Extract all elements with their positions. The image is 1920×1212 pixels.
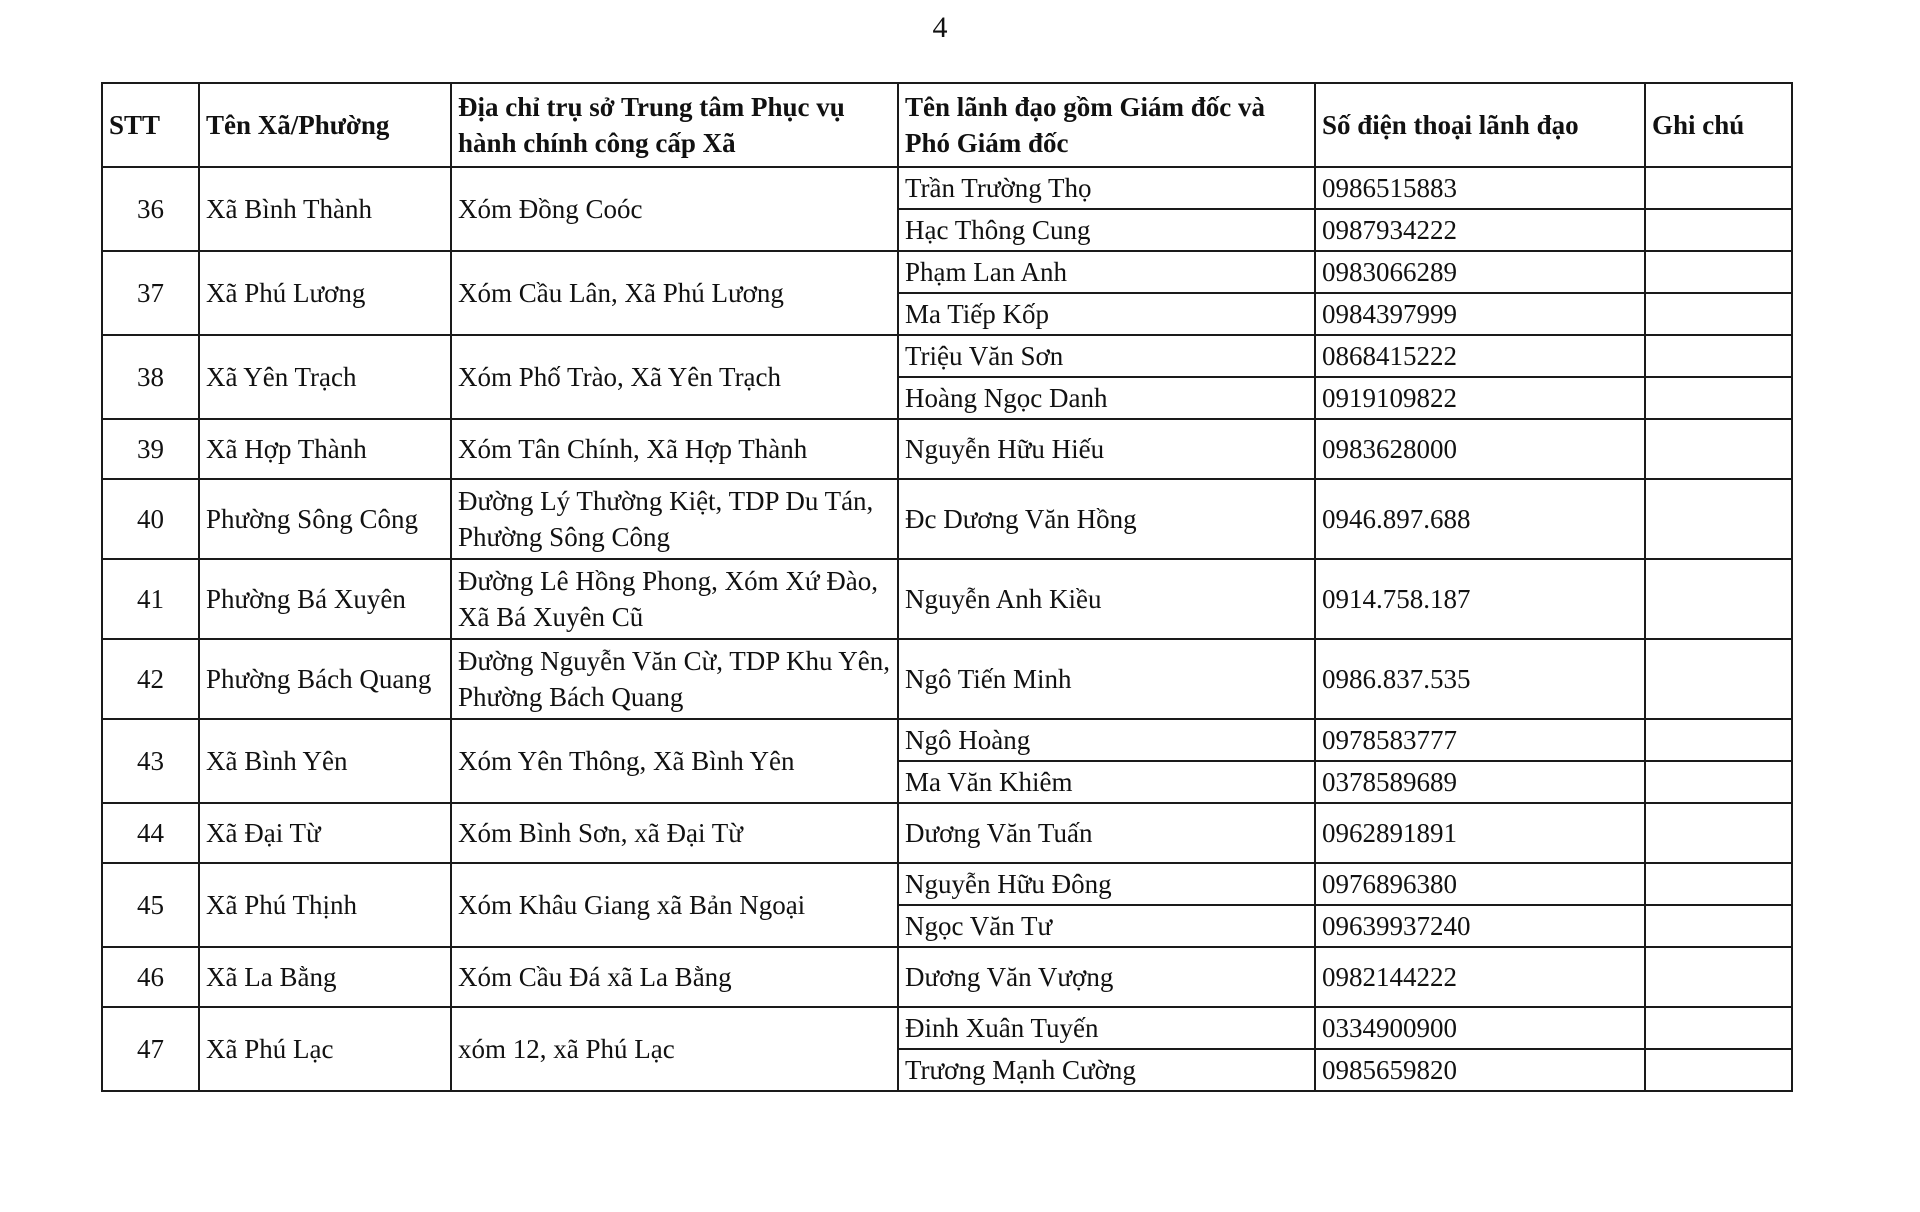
address-cell: Xóm Cầu Lân, Xã Phú Lương [451, 251, 898, 335]
leader-name-cell: Trương Mạnh Cường [898, 1049, 1315, 1091]
commune-cell: Phường Sông Công [199, 479, 451, 559]
commune-cell: Xã Phú Thịnh [199, 863, 451, 947]
page-number: 4 [932, 11, 948, 44]
leader-phone-cell: 0986515883 [1315, 167, 1645, 209]
header-note: Ghi chú [1645, 83, 1792, 167]
leader-phone-cell: 0984397999 [1315, 293, 1645, 335]
table-row [102, 335, 1792, 377]
stt-cell: 39 [102, 419, 199, 479]
commune-cell: Xã Hợp Thành [199, 419, 451, 479]
address-cell: Đường Nguyễn Văn Cừ, TDP Khu Yên, Phường Bách Quang [451, 639, 898, 719]
note-cell [1645, 947, 1792, 1007]
leader-phone-cell: 0982144222 [1315, 947, 1645, 1007]
address-cell: Xóm Cầu Đá xã La Bằng [451, 947, 898, 1007]
leader-name-cell: Nguyễn Anh Kiều [898, 559, 1315, 639]
note-cell [1645, 251, 1792, 293]
header-phone: Số điện thoại lãnh đạo [1315, 83, 1645, 167]
address-cell: Xóm Yên Thông, Xã Bình Yên [451, 719, 898, 803]
leader-phone-cell: 0978583777 [1315, 719, 1645, 761]
leader-phone-cell: 0378589689 [1315, 761, 1645, 803]
header-leaders: Tên lãnh đạo gồm Giám đốc và Phó Giám đốc [898, 83, 1315, 167]
stt-cell: 36 [102, 167, 199, 251]
commune-cell: Xã Phú Lương [199, 251, 451, 335]
leader-name-cell: Ma Văn Khiêm [898, 761, 1315, 803]
address-cell: Xóm Bình Sơn, xã Đại Từ [451, 803, 898, 863]
stt-cell: 47 [102, 1007, 199, 1091]
note-cell [1645, 863, 1792, 905]
address-cell: Xóm Đồng Coóc [451, 167, 898, 251]
table-row [102, 479, 1792, 559]
leader-name-cell: Triệu Văn Sơn [898, 335, 1315, 377]
commune-cell: Xã Bình Thành [199, 167, 451, 251]
table-row [102, 167, 1792, 209]
leader-name-cell: Ma Tiếp Kốp [898, 293, 1315, 335]
table-row [102, 251, 1792, 293]
leader-phone-cell: 0985659820 [1315, 1049, 1645, 1091]
note-cell [1645, 719, 1792, 761]
table-row [102, 863, 1792, 905]
leader-name-cell: Trần Trường Thọ [898, 167, 1315, 209]
leader-name-cell: Nguyễn Hữu Đông [898, 863, 1315, 905]
note-cell [1645, 559, 1792, 639]
leader-name-cell: Đinh Xuân Tuyến [898, 1007, 1315, 1049]
table-row [102, 1007, 1792, 1049]
leader-phone-cell: 0868415222 [1315, 335, 1645, 377]
leader-name-cell: Dương Văn Tuấn [898, 803, 1315, 863]
leader-phone-cell: 0914.758.187 [1315, 559, 1645, 639]
note-cell [1645, 293, 1792, 335]
leader-name-cell: Dương Văn Vượng [898, 947, 1315, 1007]
leader-phone-cell: 09639937240 [1315, 905, 1645, 947]
table-header [102, 83, 1792, 167]
note-cell [1645, 1007, 1792, 1049]
commune-cell: Xã Bình Yên [199, 719, 451, 803]
stt-cell: 40 [102, 479, 199, 559]
leader-phone-cell: 0334900900 [1315, 1007, 1645, 1049]
leader-phone-cell: 0976896380 [1315, 863, 1645, 905]
header-stt: STT [102, 83, 199, 167]
table-row [102, 559, 1792, 639]
note-cell [1645, 419, 1792, 479]
commune-cell: Xã Yên Trạch [199, 335, 451, 419]
header-row [102, 83, 1792, 167]
note-cell [1645, 905, 1792, 947]
note-cell [1645, 639, 1792, 719]
table-row [102, 639, 1792, 719]
leader-name-cell: Nguyễn Hữu Hiếu [898, 419, 1315, 479]
table-row [102, 719, 1792, 761]
commune-cell: Xã Phú Lạc [199, 1007, 451, 1091]
note-cell [1645, 335, 1792, 377]
table-row [102, 803, 1792, 863]
stt-cell: 45 [102, 863, 199, 947]
leader-name-cell: Hoàng Ngọc Danh [898, 377, 1315, 419]
address-cell: xóm 12, xã Phú Lạc [451, 1007, 898, 1091]
note-cell [1645, 479, 1792, 559]
stt-cell: 38 [102, 335, 199, 419]
stt-cell: 46 [102, 947, 199, 1007]
address-cell: Xóm Tân Chính, Xã Hợp Thành [451, 419, 898, 479]
address-cell: Xóm Phố Trào, Xã Yên Trạch [451, 335, 898, 419]
address-cell: Đường Lý Thường Kiệt, TDP Du Tán, Phường Sông Công [451, 479, 898, 559]
note-cell [1645, 167, 1792, 209]
leader-name-cell: Ngọc Văn Tư [898, 905, 1315, 947]
leader-name-cell: Hạc Thông Cung [898, 209, 1315, 251]
address-cell: Xóm Khâu Giang xã Bản Ngoại [451, 863, 898, 947]
commune-cell: Phường Bá Xuyên [199, 559, 451, 639]
leader-name-cell: Đc Dương Văn Hồng [898, 479, 1315, 559]
leader-phone-cell: 0919109822 [1315, 377, 1645, 419]
leader-phone-cell: 0986.837.535 [1315, 639, 1645, 719]
commune-cell: Xã La Bằng [199, 947, 451, 1007]
leader-phone-cell: 0946.897.688 [1315, 479, 1645, 559]
note-cell [1645, 761, 1792, 803]
stt-cell: 37 [102, 251, 199, 335]
leader-phone-cell: 0987934222 [1315, 209, 1645, 251]
table-row [102, 947, 1792, 1007]
table-row [102, 419, 1792, 479]
note-cell [1645, 1049, 1792, 1091]
leader-name-cell: Phạm Lan Anh [898, 251, 1315, 293]
commune-cell: Xã Đại Từ [199, 803, 451, 863]
leader-name-cell: Ngô Tiến Minh [898, 639, 1315, 719]
header-address: Địa chỉ trụ sở Trung tâm Phục vụ hành chính công cấp Xã [451, 83, 898, 167]
header-commune: Tên Xã/Phường [199, 83, 451, 167]
leader-phone-cell: 0983066289 [1315, 251, 1645, 293]
address-cell: Đường Lê Hồng Phong, Xóm Xứ Đào, Xã Bá Xuyên Cũ [451, 559, 898, 639]
service-center-contact-table [101, 82, 1793, 1092]
table-body [102, 167, 1792, 1091]
note-cell [1645, 377, 1792, 419]
leader-name-cell: Ngô Hoàng [898, 719, 1315, 761]
stt-cell: 43 [102, 719, 199, 803]
leader-phone-cell: 0962891891 [1315, 803, 1645, 863]
note-cell [1645, 803, 1792, 863]
stt-cell: 44 [102, 803, 199, 863]
leader-phone-cell: 0983628000 [1315, 419, 1645, 479]
note-cell [1645, 209, 1792, 251]
commune-cell: Phường Bách Quang [199, 639, 451, 719]
stt-cell: 42 [102, 639, 199, 719]
stt-cell: 41 [102, 559, 199, 639]
